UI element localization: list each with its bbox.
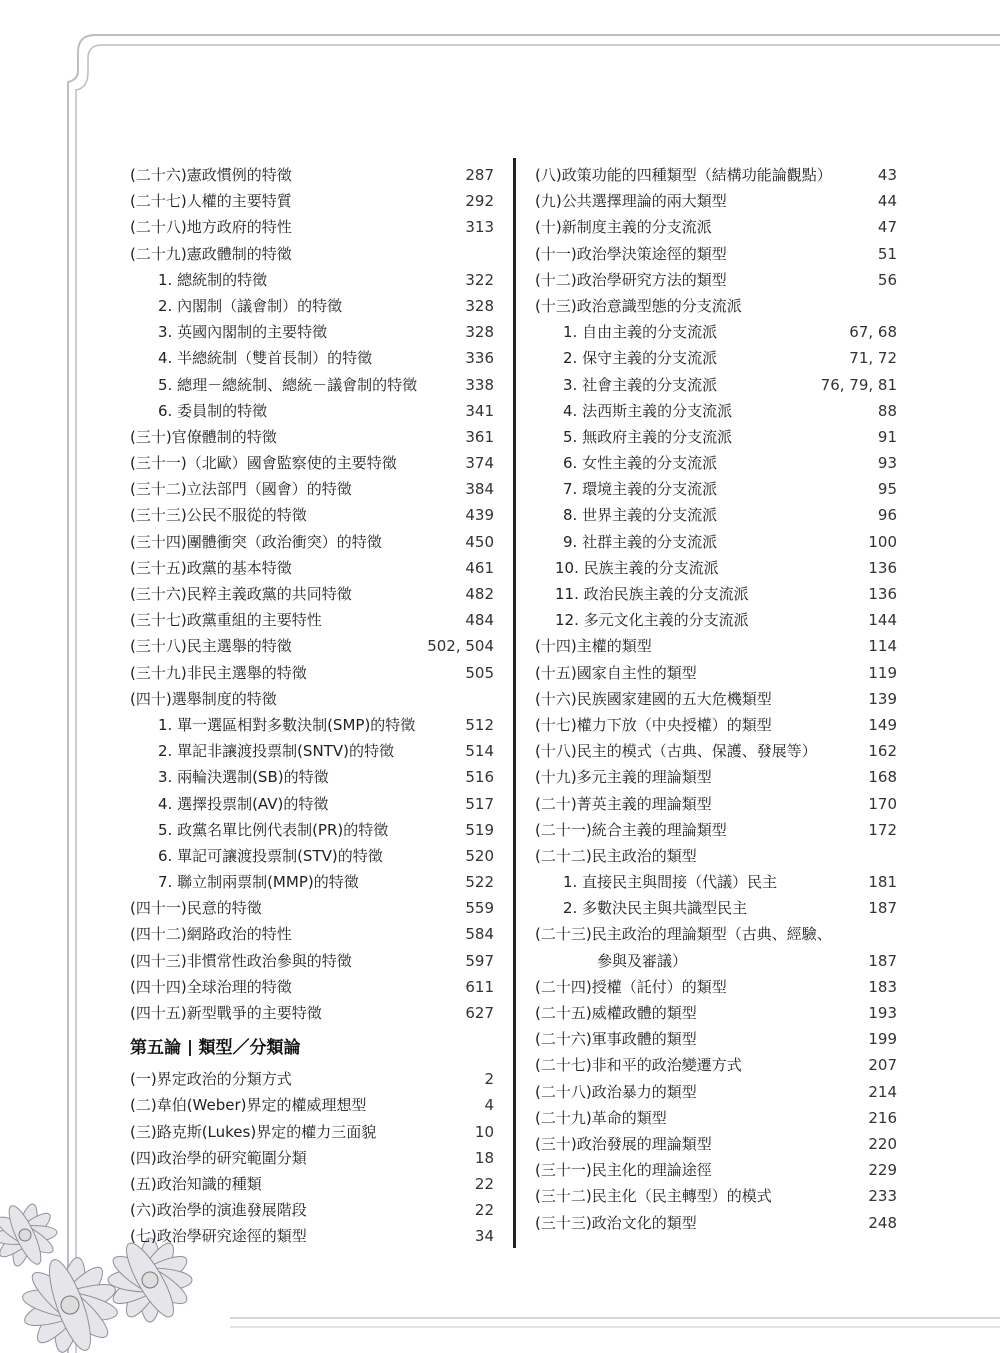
toc-entry [535, 241, 897, 267]
toc-entry-page: 2 [484, 1070, 494, 1089]
toc-entry [535, 686, 897, 712]
toc-entry-page: 505 [465, 663, 494, 682]
toc-entry-title: 4. 法西斯主義的分支流派 [563, 401, 733, 420]
toc-entry [535, 1183, 897, 1209]
toc-entry-title: (二十九)憲政體制的特徵 [130, 244, 292, 263]
toc-entry [535, 450, 897, 476]
toc-entry-page: 193 [868, 1004, 897, 1022]
toc-entry [535, 607, 897, 633]
toc-entry-page: 374 [465, 454, 494, 473]
toc-entry-title: (十四)主權的類型 [535, 637, 652, 656]
toc-entry [535, 319, 897, 345]
toc-entry-page: 328 [465, 323, 494, 342]
toc-entry-page: 450 [465, 532, 494, 551]
toc-entry-title: (四十二)網路政治的特性 [130, 925, 292, 944]
toc-entry [535, 424, 897, 450]
toc-entry-page: 119 [868, 663, 897, 682]
toc-entry-title: 3. 英國內閣制的主要特徵 [158, 323, 328, 342]
toc-entry-page: 584 [465, 925, 494, 944]
toc-entry-title: (八)政策功能的四種類型（結構功能論觀點） [535, 166, 832, 184]
left-column [130, 162, 494, 1250]
toc-entry-title: (三十二)立法部門（國會）的特徵 [130, 480, 352, 499]
left-entry-list-2 [130, 1066, 494, 1249]
toc-entry [130, 1223, 494, 1249]
toc-entry [535, 162, 897, 188]
toc-entry-title: (十)新制度主義的分支流派 [535, 218, 712, 237]
toc-entry [535, 633, 897, 659]
column-divider [513, 158, 516, 1248]
toc-entry [130, 738, 494, 764]
toc-entry-title: 5. 政黨名單比例代表制(PR)的特徵 [158, 820, 389, 839]
toc-entry [130, 791, 494, 817]
toc-entry-title: (三十)官僚體制的特徵 [130, 427, 277, 446]
toc-entry-title: (三十二)民主化（民主轉型）的模式 [535, 1187, 772, 1206]
toc-entry-title: 1. 單一選區相對多數決制(SMP)的特徵 [158, 715, 416, 734]
toc-entry-title: (十七)權力下放（中央授權）的類型 [535, 715, 772, 734]
toc-entry-title: (二十四)授權（託付）的類型 [535, 977, 727, 996]
toc-entry-page: 51 [877, 244, 897, 263]
toc-entry-page: 597 [465, 951, 494, 970]
toc-entry-title: (四十四)全球治理的特徵 [130, 977, 292, 996]
toc-entry-page: 76, 79, 81 [820, 375, 897, 394]
toc-entry-title: 7. 聯立制兩票制(MMP)的特徵 [158, 873, 359, 892]
toc-entry-page: 88 [877, 401, 897, 420]
toc-entry-page: 502, 504 [427, 637, 494, 656]
toc-entry-title: (三十一)民主化的理論途徑 [535, 1161, 712, 1180]
toc-entry-title: 11. 政治民族主義的分支流派 [555, 585, 749, 603]
toc-entry-page: 461 [465, 558, 494, 577]
toc-entry-title: (三十三)政治文化的類型 [535, 1213, 697, 1232]
toc-entry-page: 611 [465, 977, 494, 996]
toc-entry [535, 345, 897, 371]
toc-entry [535, 974, 897, 1000]
toc-entry [535, 817, 897, 843]
toc-entry-title: 4. 選擇投票制(AV)的特徵 [158, 794, 329, 813]
toc-entry-title: (三十一)（北歐）國會監察使的主要特徵 [130, 454, 397, 473]
toc-entry-page: 519 [465, 820, 494, 839]
toc-entry-page: 522 [465, 873, 494, 892]
toc-entry [130, 424, 494, 450]
toc-entry-page: 187 [868, 899, 897, 918]
toc-entry-title: (二十三)民主政治的理論類型（古典、經驗、 [535, 925, 832, 944]
toc-entry-page: 484 [465, 611, 494, 630]
toc-entry-page: 328 [465, 296, 494, 315]
toc-entry-page: 336 [465, 349, 494, 368]
toc-entry-page: 199 [868, 1030, 897, 1049]
toc-entry [130, 686, 494, 712]
toc-entry-title: 6. 單記可讓渡投票制(STV)的特徵 [158, 846, 383, 865]
toc-entry-title: (二十七)人權的主要特質 [130, 192, 292, 211]
toc-entry [130, 241, 494, 267]
toc-entry [535, 188, 897, 214]
toc-entry-title: (三十四)團體衝突（政治衝突）的特徵 [130, 532, 382, 551]
toc-entry-title: 12. 多元文化主義的分支流派 [555, 611, 749, 630]
toc-entry [535, 921, 897, 947]
section-heading [130, 1026, 494, 1066]
toc-entry [535, 476, 897, 502]
toc-entry-title: (十八)民主的模式（古典、保護、發展等） [535, 742, 817, 761]
toc-entry-title: (二十九)革命的類型 [535, 1108, 667, 1127]
toc-entry-title: 2. 多數決民主與共識型民主 [563, 899, 748, 918]
toc-entry-page: 512 [465, 715, 494, 734]
toc-entry-title: 6. 女性主義的分支流派 [563, 454, 718, 473]
toc-entry [535, 738, 897, 764]
toc-entry-title: (三十七)政黨重組的主要特性 [130, 611, 322, 630]
toc-entry-title: (六)政治學的演進發展階段 [130, 1201, 307, 1220]
toc-entry-title: 9. 社群主義的分支流派 [563, 532, 718, 551]
toc-entry [535, 529, 897, 555]
toc-entry-page: 482 [465, 585, 494, 603]
toc-entry [130, 162, 494, 188]
toc-entry [535, 214, 897, 240]
toc-entry [130, 843, 494, 869]
toc-entry-page: 43 [877, 166, 897, 184]
toc-entry-title: (七)政治學研究途徑的類型 [130, 1227, 307, 1246]
toc-entry [130, 372, 494, 398]
heading-separator [189, 1040, 191, 1056]
toc-entry [535, 948, 897, 974]
toc-entry-page: 100 [868, 532, 897, 551]
toc-entry-page: 181 [868, 873, 897, 892]
toc-entry-title: (三十八)民主選舉的特徵 [130, 637, 292, 656]
toc-entry-title: (十五)國家自主性的類型 [535, 663, 697, 682]
toc-entry-page: 162 [868, 742, 897, 761]
toc-entry-title: 3. 兩輪決選制(SB)的特徵 [158, 768, 329, 787]
toc-entry-page: 10 [474, 1122, 494, 1141]
toc-entry-title: 參與及審議） [597, 951, 688, 970]
left-entry-list [130, 162, 494, 1026]
toc-entry-title: (二十八)地方政府的特性 [130, 218, 292, 237]
toc-entry-title: (十二)政治學研究方法的類型 [535, 270, 727, 289]
toc-entry [130, 214, 494, 240]
toc-entry-title: (三)路克斯(Lukes)界定的權力三面貌 [130, 1122, 377, 1141]
toc-entry [130, 974, 494, 1000]
toc-entry [130, 1119, 494, 1145]
toc-entry [130, 293, 494, 319]
toc-entry-title: (二十)菁英主義的理論類型 [535, 794, 712, 813]
toc-entry-page: 93 [877, 454, 897, 473]
toc-entry-page: 22 [474, 1201, 494, 1220]
toc-entry-page: 47 [877, 218, 897, 237]
toc-entry [535, 555, 897, 581]
toc-entry-page: 170 [868, 794, 897, 813]
toc-entry [130, 529, 494, 555]
toc-entry [130, 502, 494, 528]
toc-entry-page: 338 [465, 375, 494, 394]
toc-entry-page: 216 [868, 1108, 897, 1127]
toc-entry [535, 660, 897, 686]
toc-entry-page: 313 [465, 218, 494, 237]
toc-entry-page: 18 [474, 1148, 494, 1167]
toc-entry [130, 450, 494, 476]
toc-entry-title: (三十三)公民不服從的特徵 [130, 506, 307, 525]
toc-entry-page: 287 [465, 166, 494, 184]
toc-entry [535, 1026, 897, 1052]
toc-entry [535, 791, 897, 817]
toc-entry-page: 233 [868, 1187, 897, 1206]
toc-entry-page: 114 [868, 637, 897, 656]
toc-entry-title: 6. 委員制的特徵 [158, 401, 268, 420]
toc-entry-page: 183 [868, 977, 897, 996]
toc-entry-page: 292 [465, 192, 494, 211]
toc-entry [130, 1171, 494, 1197]
toc-entry-title: (二)韋伯(Weber)界定的權威理想型 [130, 1096, 367, 1115]
toc-entry-title: 2. 保守主義的分支流派 [563, 349, 718, 368]
toc-entry-page: 95 [877, 480, 897, 499]
toc-entry-title: 1. 總統制的特徵 [158, 270, 268, 289]
toc-entry [535, 1131, 897, 1157]
toc-entry-title: 2. 單記非讓渡投票制(SNTV)的特徵 [158, 742, 394, 761]
toc-entry [130, 869, 494, 895]
toc-entry-title: 4. 半總統制（雙首長制）的特徵 [158, 349, 373, 368]
toc-entry-title: (十三)政治意識型態的分支流派 [535, 296, 742, 315]
toc-entry [535, 895, 897, 921]
toc-entry [535, 372, 897, 398]
toc-entry-page: 96 [877, 506, 897, 525]
toc-entry-title: (四十一)民意的特徵 [130, 899, 262, 918]
toc-entry-page: 71, 72 [849, 349, 897, 368]
toc-entry [535, 293, 897, 319]
right-column [535, 162, 897, 1236]
toc-entry [130, 921, 494, 947]
toc-entry [535, 1210, 897, 1236]
toc-entry [130, 660, 494, 686]
toc-entry-title: 10. 民族主義的分支流派 [555, 558, 719, 577]
toc-entry [130, 267, 494, 293]
toc-entry-page: 44 [877, 192, 897, 211]
toc-entry-title: (二十二)民主政治的類型 [535, 846, 697, 865]
toc-entry-page: 559 [465, 899, 494, 918]
toc-entry [130, 476, 494, 502]
toc-entry-title: 1. 直接民主與間接（代議）民主 [563, 873, 778, 892]
toc-entry [535, 267, 897, 293]
toc-entry-title: (三十)政治發展的理論類型 [535, 1134, 712, 1153]
toc-entry-page: 220 [868, 1134, 897, 1153]
toc-entry-page: 229 [868, 1161, 897, 1180]
toc-entry [130, 555, 494, 581]
toc-entry-page: 361 [465, 427, 494, 446]
section-name: 類型／分類論 [198, 1038, 301, 1059]
toc-entry-title: (四)政治學的研究範圍分類 [130, 1148, 307, 1167]
toc-entry [130, 1145, 494, 1171]
toc-entry-page: 172 [868, 820, 897, 839]
toc-entry-page: 168 [868, 768, 897, 787]
toc-entry [535, 1079, 897, 1105]
toc-entry-title: (二十七)非和平的政治變遷方式 [535, 1056, 742, 1075]
toc-entry-page: 139 [868, 689, 897, 708]
toc-entry [535, 581, 897, 607]
toc-entry [130, 948, 494, 974]
toc-entry [130, 712, 494, 738]
toc-entry-page: 514 [465, 742, 494, 761]
toc-entry [130, 398, 494, 424]
toc-entry [130, 1066, 494, 1092]
toc-entry-title: (十六)民族國家建國的五大危機類型 [535, 689, 772, 708]
toc-entry-page: 248 [868, 1213, 897, 1232]
toc-entry-title: (一)界定政治的分類方式 [130, 1070, 292, 1089]
toc-entry [535, 843, 897, 869]
toc-entry-page: 144 [868, 611, 897, 630]
toc-entry-title: (三十九)非民主選舉的特徵 [130, 663, 307, 682]
toc-entry-title: (二十八)政治暴力的類型 [535, 1082, 697, 1101]
section-part: 第五論 [130, 1038, 181, 1059]
toc-entry-title: 2. 內閣制（議會制）的特徵 [158, 296, 343, 315]
toc-entry [130, 581, 494, 607]
toc-entry [535, 1157, 897, 1183]
toc-entry-title: 5. 總理－總統制、總統－議會制的特徵 [158, 375, 418, 394]
toc-entry-page: 384 [465, 480, 494, 499]
toc-entry [535, 1052, 897, 1078]
toc-entry-page: 214 [868, 1082, 897, 1101]
toc-entry-title: 7. 環境主義的分支流派 [563, 480, 718, 499]
toc-entry-title: (三十五)政黨的基本特徵 [130, 558, 292, 577]
toc-entry-page: 56 [877, 270, 897, 289]
toc-entry-page: 516 [465, 768, 494, 787]
toc-entry-title: (五)政治知識的種類 [130, 1174, 262, 1193]
toc-entry-title: (四十三)非慣常性政治參與的特徵 [130, 951, 352, 970]
toc-entry [535, 502, 897, 528]
toc-entry-title: 8. 世界主義的分支流派 [563, 506, 718, 525]
toc-entry [130, 1092, 494, 1118]
toc-entry-page: 520 [465, 846, 494, 865]
right-entry-list [535, 162, 897, 1236]
toc-entry-title: 5. 無政府主義的分支流派 [563, 427, 733, 446]
toc-entry [130, 817, 494, 843]
toc-entry-page: 439 [465, 506, 494, 525]
toc-entry [535, 1000, 897, 1026]
toc-entry-page: 22 [474, 1174, 494, 1193]
toc-entry-title: 3. 社會主義的分支流派 [563, 375, 718, 394]
toc-entry-page: 187 [868, 951, 897, 970]
toc-entry [535, 1105, 897, 1131]
toc-entry-title: (十一)政治學決策途徑的類型 [535, 244, 727, 263]
toc-entry [130, 895, 494, 921]
toc-entry-page: 67, 68 [849, 323, 897, 342]
toc-entry-page: 136 [868, 585, 897, 603]
toc-entry [535, 398, 897, 424]
toc-entry [535, 869, 897, 895]
toc-entry-title: (二十一)統合主義的理論類型 [535, 820, 727, 839]
toc-entry-title: (九)公共選擇理論的兩大類型 [535, 192, 727, 211]
toc-entry-title: 1. 自由主義的分支流派 [563, 323, 718, 342]
toc-entry-page: 34 [474, 1227, 494, 1246]
toc-entry [535, 764, 897, 790]
toc-entry [130, 633, 494, 659]
toc-entry [130, 319, 494, 345]
toc-entry-page: 517 [465, 794, 494, 813]
toc-entry-title: (十九)多元主義的理論類型 [535, 768, 712, 787]
toc-entry [130, 1000, 494, 1026]
toc-entry-page: 627 [465, 1004, 494, 1022]
toc-entry-title: (二十六)軍事政體的類型 [535, 1030, 697, 1049]
toc-entry [130, 1197, 494, 1223]
toc-entry [130, 188, 494, 214]
toc-entry-title: (三十六)民粹主義政黨的共同特徵 [130, 585, 352, 603]
toc-entry-title: (二十五)威權政體的類型 [535, 1004, 697, 1022]
toc-entry-page: 341 [465, 401, 494, 420]
toc-entry-title: (四十)選舉制度的特徵 [130, 689, 277, 708]
toc-entry-page: 149 [868, 715, 897, 734]
toc-entry-page: 322 [465, 270, 494, 289]
toc-entry-title: (四十五)新型戰爭的主要特徵 [130, 1004, 322, 1022]
toc-entry [130, 345, 494, 371]
toc-entry-page: 207 [868, 1056, 897, 1075]
toc-entry-page: 136 [868, 558, 897, 577]
toc-entry-title: (二十六)憲政慣例的特徵 [130, 166, 292, 184]
toc-entry-page: 4 [484, 1096, 494, 1115]
toc-entry [130, 764, 494, 790]
toc-entry-page: 91 [877, 427, 897, 446]
toc-entry [130, 607, 494, 633]
toc-entry [535, 712, 897, 738]
